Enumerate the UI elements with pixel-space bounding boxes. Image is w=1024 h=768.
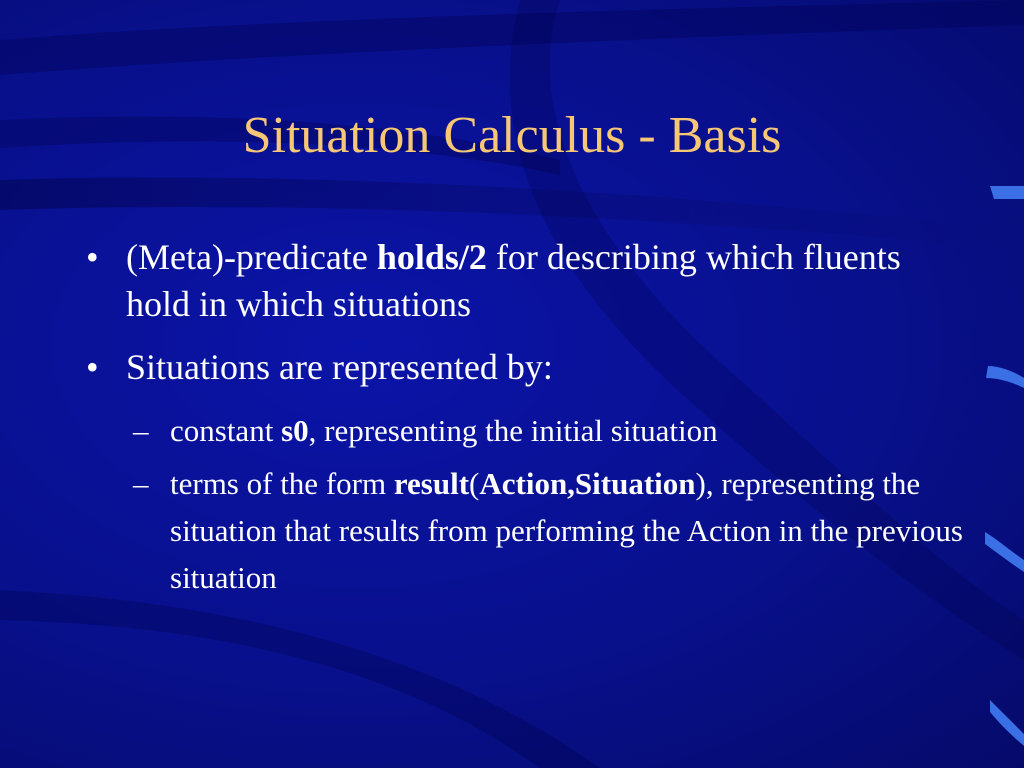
sub-bullet-text-before: constant [170, 413, 282, 448]
bullet-text-after: for describing which fluents hold in which situations [126, 237, 901, 324]
sub-bullet-text-after: , representing the initial situation [308, 413, 718, 448]
accent-mark-3 [985, 532, 1024, 572]
accent-mark-4 [990, 700, 1024, 746]
sub-bullet-result-terms [86, 460, 966, 601]
sub-bullet-bold-args: Action,Situation [479, 466, 696, 501]
bullet-marker: • [86, 237, 99, 277]
accent-mark-2 [986, 366, 1024, 388]
sub-bullet-marker: – [133, 466, 149, 501]
sub-bullet-bold-result: result [393, 466, 470, 501]
slide-title: Situation Calculus - Basis [242, 107, 782, 164]
bullet-marker: • [86, 347, 99, 387]
sub-bullet-paren: ( [469, 466, 480, 501]
accent-mark-1 [990, 186, 1024, 199]
slide-content [86, 234, 966, 607]
bullet-holds-predicate [86, 234, 966, 328]
sub-bullet-bold-term: s0 [281, 413, 309, 448]
bullet-situations-represented [86, 344, 966, 391]
sub-bullet-text-before: terms of the form [170, 466, 394, 501]
bullet-text: Situations are represented by: [126, 347, 553, 387]
bullet-bold-term: holds/2 [376, 237, 487, 277]
bullet-text-before: (Meta)-predicate [126, 237, 377, 277]
sub-bullet-text-after: ), representing the situation that results from performing the Action in the previous situation [170, 466, 963, 595]
sub-bullet-constant-s0 [86, 407, 966, 454]
sub-bullet-marker: – [133, 413, 149, 448]
